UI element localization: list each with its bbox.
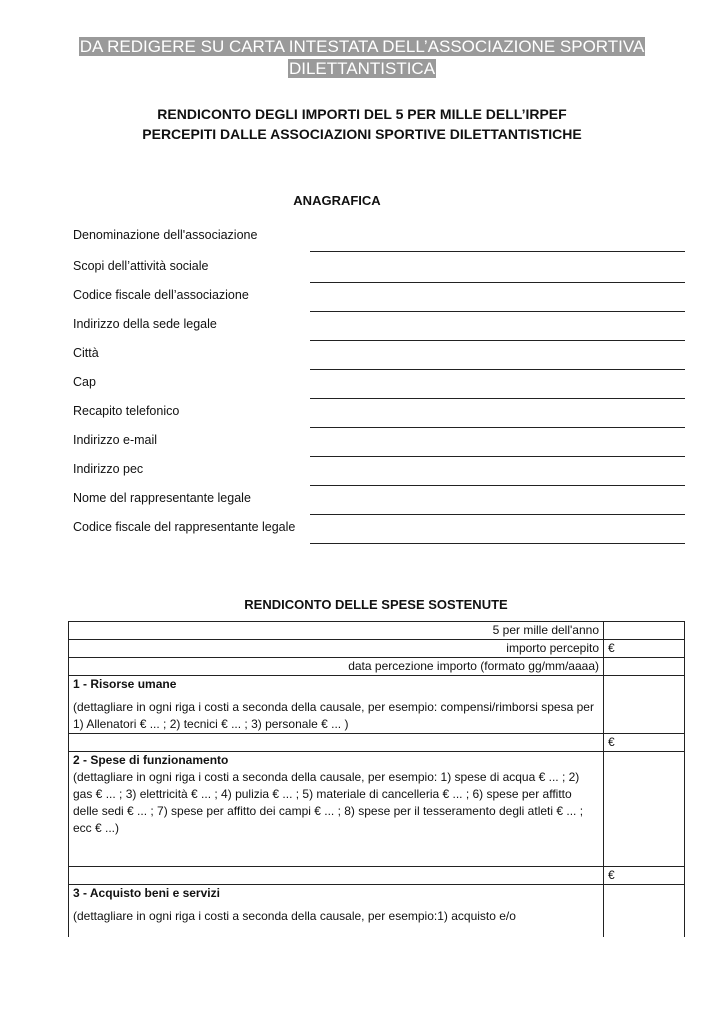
document-title-line1: RENDICONTO DEGLI IMPORTI DEL 5 PER MILLE DELL’IRPEF: [157, 106, 567, 122]
field-label: Cap: [73, 375, 96, 389]
field-denominazione[interactable]: [73, 228, 685, 250]
fill-line[interactable]: [310, 340, 685, 341]
field-codice-fiscale-associazione[interactable]: [73, 288, 685, 310]
table-row: [69, 867, 685, 885]
table-row: [69, 640, 685, 658]
field-label: Indirizzo e-mail: [73, 433, 158, 447]
letterhead-notice-line2: DILETTANTISTICA: [288, 59, 436, 78]
field-label: Codice fiscale dell’associazione: [73, 288, 249, 302]
fill-line[interactable]: [310, 369, 685, 370]
expense-table: [68, 621, 685, 937]
fill-line[interactable]: [310, 311, 685, 312]
field-label: Città: [73, 346, 99, 360]
document-title-line2: PERCEPITI DALLE ASSOCIAZIONI SPORTIVE DILETTANTISTICHE: [142, 126, 582, 142]
section-2-cell: [69, 752, 604, 867]
field-indirizzo-sede[interactable]: [73, 317, 685, 339]
field-scopi[interactable]: [73, 259, 685, 281]
section-1-title: 1 - Risorse umane: [73, 677, 177, 691]
fill-line[interactable]: [310, 456, 685, 457]
anagrafica-title: ANAGRAFICA: [293, 193, 381, 208]
field-label: Denominazione dell'associazione: [73, 228, 258, 242]
field-email[interactable]: [73, 433, 685, 455]
fill-line[interactable]: [310, 543, 685, 544]
section-2-description: (dettagliare in ogni riga i costi a seconda della causale, per esempio: 1) spese di acqua € ... ; 2) gas € ... ; 3) elettricità € ... ; 4) pulizia € ... ; 5) materiale di cancelleria € ... ; 6) spese per affitto delle sedi € ... ; 7) spese per affitto dei campi € ... ; 8) spese per il tesseramento degli atleti € ... ; ecc € ...): [73, 770, 584, 835]
fill-line[interactable]: [310, 485, 685, 486]
fill-line[interactable]: [310, 514, 685, 515]
row-anno-label: 5 per mille dell'anno: [69, 622, 604, 640]
field-label: Scopi dell’attività sociale: [73, 259, 209, 273]
section-1-total-cell[interactable]: [604, 734, 685, 752]
table-row: [69, 885, 685, 938]
row-data-label: data percezione importo (formato gg/mm/aaaa): [69, 658, 604, 676]
section-3-description: (dettagliare in ogni riga i costi a seconda della causale, per esempio:1) acquisto e/o: [73, 909, 516, 923]
field-label: Recapito telefonico: [73, 404, 180, 418]
field-recapito-telefonico[interactable]: [73, 404, 685, 426]
field-citta[interactable]: [73, 346, 685, 368]
anno-value-cell[interactable]: [604, 622, 685, 640]
section-1-value-cell[interactable]: [604, 676, 685, 734]
fill-line[interactable]: [310, 282, 685, 283]
section-2-value-cell[interactable]: [604, 752, 685, 867]
rendiconto-title: RENDICONTO DELLE SPESE SOSTENUTE: [244, 597, 508, 612]
currency-symbol: €: [608, 641, 615, 655]
row-importo-label: importo percepito: [69, 640, 604, 658]
fill-line[interactable]: [310, 398, 685, 399]
table-row: [69, 658, 685, 676]
importo-value-cell[interactable]: [604, 640, 685, 658]
field-label: Codice fiscale del rappresentante legale: [73, 520, 296, 534]
section-1-cell: [69, 676, 604, 734]
fill-line[interactable]: [310, 251, 685, 252]
letterhead-notice: [0, 36, 724, 80]
currency-symbol: €: [608, 868, 615, 882]
field-label: Indirizzo della sede legale: [73, 317, 217, 331]
section-3-title: 3 - Acquisto beni e servizi: [73, 886, 220, 900]
section-2-total-cell[interactable]: [604, 867, 685, 885]
section-1-total-label: [69, 734, 604, 752]
field-label: Indirizzo pec: [73, 462, 144, 476]
field-cap[interactable]: [73, 375, 685, 397]
section-2-total-label: [69, 867, 604, 885]
data-value-cell[interactable]: [604, 658, 685, 676]
table-row: [69, 676, 685, 734]
section-2-title: 2 - Spese di funzionamento: [73, 753, 229, 767]
section-3-cell: [69, 885, 604, 938]
field-pec[interactable]: [73, 462, 685, 484]
table-row: [69, 752, 685, 867]
field-nome-rappresentante[interactable]: [73, 491, 685, 513]
letterhead-notice-line1: DA REDIGERE SU CARTA INTESTATA DELL’ASSOCIAZIONE SPORTIVA: [79, 37, 645, 56]
document-title: [0, 104, 724, 144]
currency-symbol: €: [608, 735, 615, 749]
table-row: [69, 622, 685, 640]
fill-line[interactable]: [310, 427, 685, 428]
field-label: Nome del rappresentante legale: [73, 491, 251, 505]
field-codice-fiscale-rappresentante[interactable]: [73, 520, 685, 542]
section-1-description: (dettagliare in ogni riga i costi a seconda della causale, per esempio: compensi/rimborsi spesa per 1) Allenatori € ... ; 2) tecnici € ... ; 3) personale € ... ): [73, 700, 594, 731]
table-row: [69, 734, 685, 752]
section-3-value-cell[interactable]: [604, 885, 685, 938]
